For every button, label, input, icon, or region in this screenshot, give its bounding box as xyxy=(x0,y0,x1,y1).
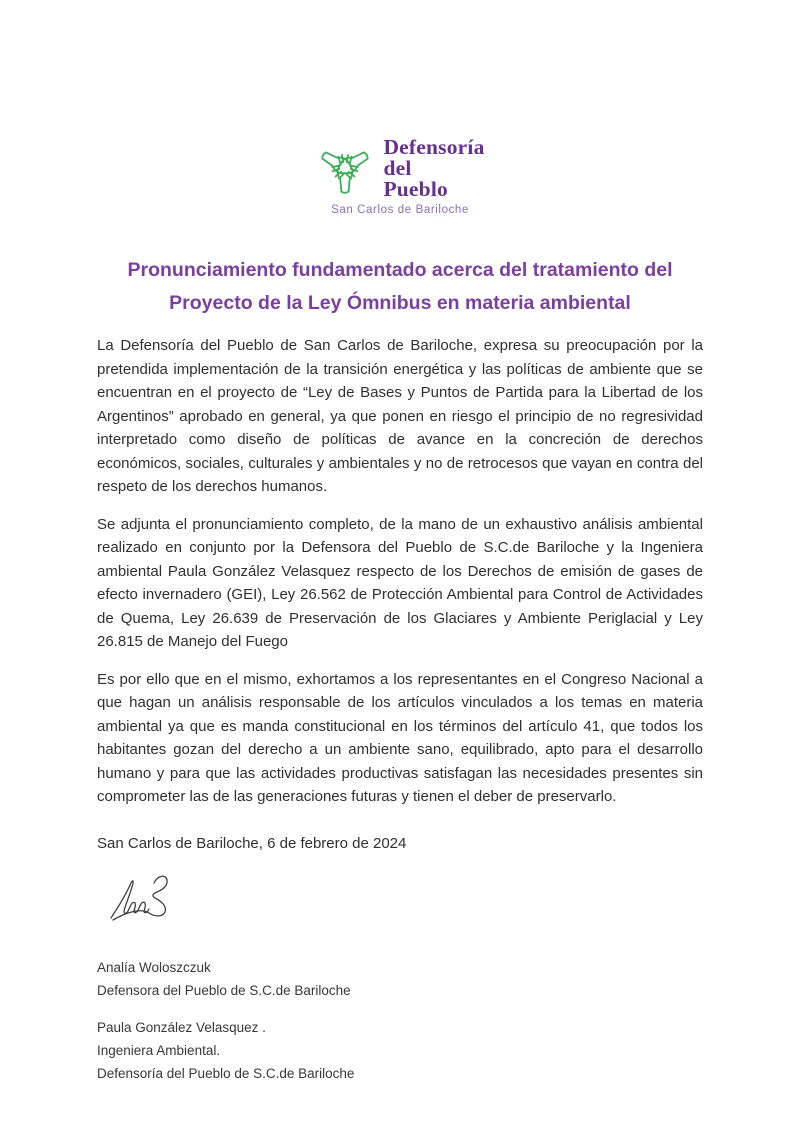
logo-row xyxy=(97,134,703,200)
title-line-1: Pronunciamiento fundamentado acerca del tratamiento del xyxy=(127,259,673,281)
paragraph-2: Se adjunta el pronunciamiento completo, de la mano de un exhaustivo análisis ambiental realizado en conjunto por la Defensora del Pueblo de S.C.de Bariloche y la Ingeniera ambiental Paula González Velasquez respecto de los Derechos de emisión de gases de efecto invernadero (GEI), Ley 26.562 de Protección Ambiental para Control de Actividades de Quema, Ley 26.639 de Preservación de los Glaciares y Ambiente Periglacial y Ley 26.815 de Manejo del Fuego xyxy=(97,515,703,650)
signer-block-2 xyxy=(97,1016,703,1085)
signer-2-role: Ingeniera Ambiental. xyxy=(97,1042,221,1058)
signer-block-1 xyxy=(97,956,703,1002)
three-hands-icon xyxy=(315,134,375,198)
logo xyxy=(97,0,703,216)
paragraph-1: La Defensoría del Pueblo de San Carlos de Bariloche, expresa su preocupación por la pretendida implementación de la transición energética y las políticas de ambiente que se encuentran en el proyecto de “Ley de Bases y Puntos de Partida para la Libertad de los Argentinos” aprobado en general, ya que ponen en riesgo el principio de no regresividad interpretado como diseño de políticas de avance en la concreción de derechos económicos, sociales, culturales y ambientales y no de retrocesos que vayan en contra del respeto de los derechos humanos. xyxy=(97,337,703,495)
org-name-line: Pueblo xyxy=(383,177,448,201)
document-body xyxy=(97,334,703,809)
org-name-line: Defensoría xyxy=(383,135,485,159)
signer-1-role: Defensora del Pueblo de S.C.de Bariloche xyxy=(97,982,351,998)
title-line-2: Proyecto de la Ley Ómnibus en materia ambiental xyxy=(169,292,631,314)
paragraph-3: Es por ello que en el mismo, exhortamos a los representantes en el Congreso Nacional a que hagan un análisis responsable de los artículos vinculados a los temas en materia ambiental ya que es manda constitucional en los términos del artículo 41, que todos los habitantes gozan del derecho a un ambiente sano, equilibrado, apto para el desarrollo humano y para que las actividades productivas satisfagan las necesidades presentes sin comprometer las de las generaciones futuras y tienen el deber de preservarlo. xyxy=(97,670,703,805)
signature-scribble xyxy=(97,864,207,926)
logo-subtitle: San Carlos de Bariloche xyxy=(331,204,469,216)
dateline: San Carlos de Bariloche, 6 de febrero de 2024 xyxy=(97,834,407,852)
org-name-line: del xyxy=(383,156,412,180)
org-name xyxy=(383,134,484,200)
signer-1-name: Analía Woloszczuk xyxy=(97,959,211,975)
signer-2-org: Defensoría del Pueblo de S.C.de Bariloche xyxy=(97,1065,355,1081)
document-title xyxy=(97,254,703,320)
signer-2-name: Paula González Velasquez . xyxy=(97,1019,266,1035)
